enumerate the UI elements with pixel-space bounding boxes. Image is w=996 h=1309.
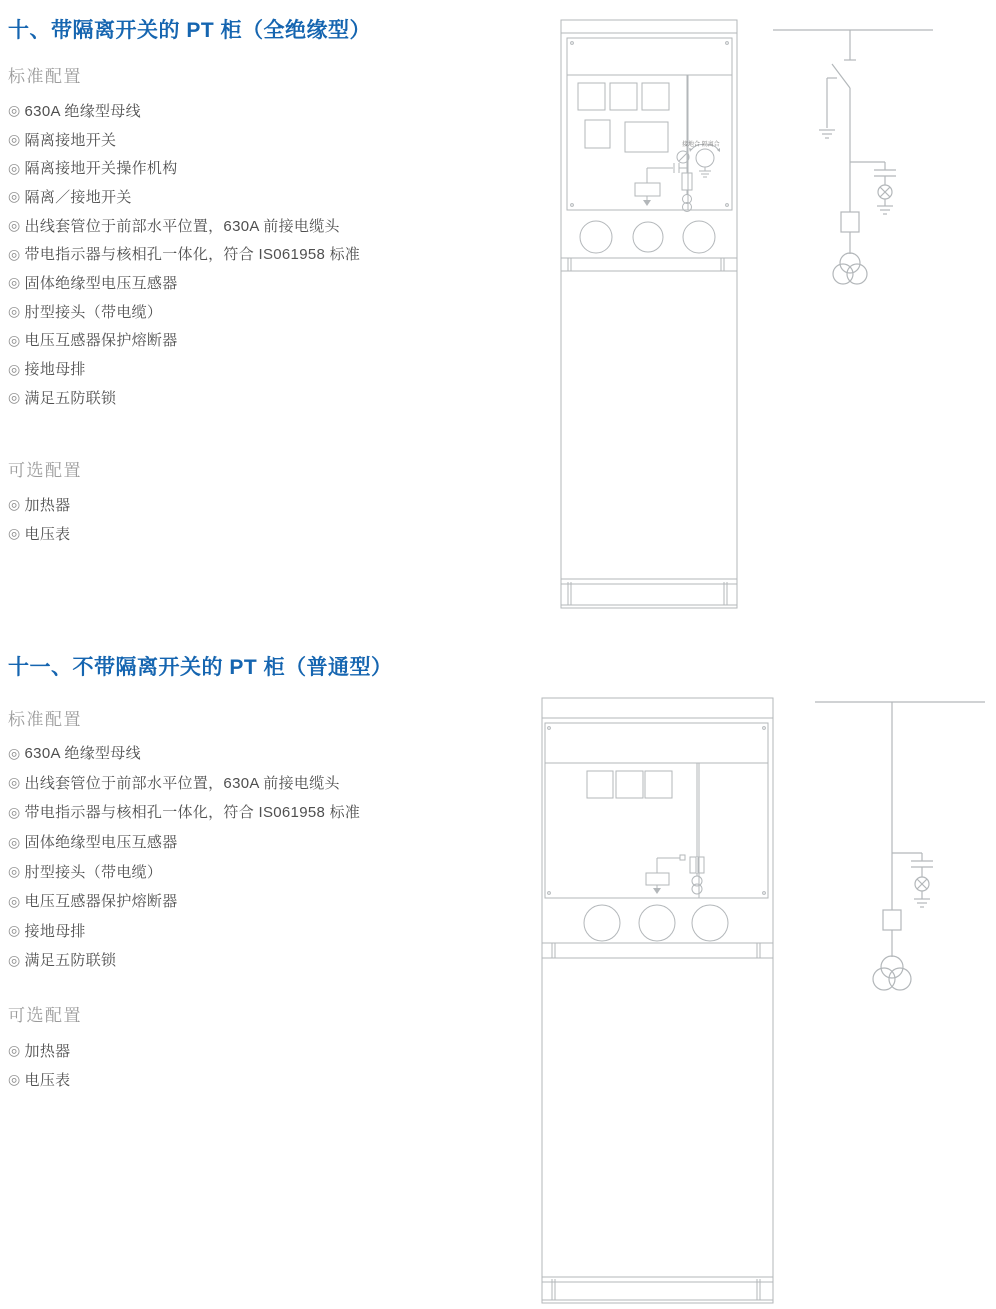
ring-bullet-icon: ◎ bbox=[8, 1042, 21, 1059]
section-11-optional-heading: 可选配置 bbox=[8, 1006, 82, 1025]
item-text: 加热器 bbox=[24, 1042, 71, 1060]
ring-bullet-icon: ◎ bbox=[8, 159, 21, 176]
ring-bullet-icon: ◎ bbox=[8, 389, 21, 406]
item-text: 电压互感器保护熔断器 bbox=[24, 332, 178, 350]
ring-bullet-icon: ◎ bbox=[8, 102, 21, 119]
section-10-optional-heading: 可选配置 bbox=[8, 461, 82, 480]
fuse bbox=[682, 173, 692, 190]
item-text: 接地母排 bbox=[24, 922, 86, 940]
ring-bullet-icon: ◎ bbox=[8, 217, 21, 234]
list-item bbox=[8, 153, 360, 182]
list-item bbox=[8, 297, 360, 326]
ring-bullet-icon: ◎ bbox=[8, 951, 21, 968]
ground-arrow-icon bbox=[653, 888, 661, 894]
middle-band bbox=[561, 258, 737, 271]
pt-fuse bbox=[841, 212, 859, 232]
voltage-transformer-symbol bbox=[833, 253, 867, 284]
ring-bullet-icon: ◎ bbox=[8, 863, 21, 880]
item-text: 隔离／接地开关 bbox=[24, 188, 132, 206]
ring-bullet-icon: ◎ bbox=[8, 131, 21, 148]
cabinet-body bbox=[542, 698, 773, 1303]
screw-icon bbox=[548, 727, 551, 730]
ring-bullet-icon: ◎ bbox=[8, 331, 21, 348]
ring-bullet-icon: ◎ bbox=[8, 744, 21, 761]
section-10-standard-list bbox=[8, 96, 360, 412]
cable-entry-holes bbox=[584, 905, 728, 941]
item-text: 接地母排 bbox=[24, 361, 86, 379]
cabinet-drawing-without-disconnector bbox=[538, 695, 778, 1307]
cabinet-front-view bbox=[538, 695, 778, 1307]
item-text: 出线套管位于前部水平位置，630A 前接电缆头 bbox=[24, 217, 340, 235]
item-text: 出线套管位于前部水平位置，630A 前接电缆头 bbox=[24, 774, 340, 792]
ring-bullet-icon: ◎ bbox=[8, 245, 21, 262]
list-item bbox=[8, 211, 360, 240]
section-11-optional-list bbox=[8, 1036, 70, 1093]
screw-icon bbox=[571, 42, 574, 45]
ring-bullet-icon: ◎ bbox=[8, 892, 21, 909]
list-item bbox=[8, 490, 70, 519]
screw-icon bbox=[726, 42, 729, 45]
disconnector-earthing-switch bbox=[819, 64, 850, 138]
item-text: 固体绝缘型电压互感器 bbox=[24, 834, 178, 852]
screw-icon bbox=[571, 204, 574, 207]
item-text: 电压表 bbox=[24, 1071, 71, 1089]
ring-bullet-icon: ◎ bbox=[8, 803, 21, 820]
list-item bbox=[8, 326, 360, 355]
item-text: 630A 绝缘型母线 bbox=[24, 102, 141, 120]
cabinet-base bbox=[561, 579, 737, 605]
middle-band bbox=[542, 943, 773, 958]
cable-entry-holes bbox=[580, 221, 715, 253]
rotary-switch bbox=[677, 145, 720, 177]
rotary-switch-label: 接地合 隔离合 bbox=[682, 142, 720, 148]
list-item bbox=[8, 738, 360, 768]
ring-bullet-icon: ◎ bbox=[8, 274, 21, 291]
item-text: 隔离接地开关操作机构 bbox=[24, 160, 178, 178]
capacitor-tap bbox=[680, 855, 685, 860]
ring-bullet-icon: ◎ bbox=[8, 303, 21, 320]
item-text: 肘型接头（带电缆） bbox=[24, 303, 163, 321]
cabinet-drawing-with-disconnector bbox=[558, 18, 740, 610]
viewing-windows bbox=[587, 771, 672, 798]
list-item bbox=[8, 96, 360, 125]
item-text: 满足五防联锁 bbox=[24, 389, 117, 407]
switch-blade bbox=[832, 64, 850, 88]
list-item bbox=[8, 945, 360, 975]
item-text: 加热器 bbox=[24, 496, 71, 514]
list-item bbox=[8, 797, 360, 827]
item-text: 带电指示器与核相孔一体化，符合 IS061958 标准 bbox=[24, 246, 361, 264]
section-11-title: 十一、不带隔离开关的 PT 柜（普通型） bbox=[8, 656, 393, 679]
screw-icon bbox=[763, 727, 766, 730]
list-item bbox=[8, 268, 360, 297]
list-item bbox=[8, 354, 360, 383]
item-text: 带电指示器与核相孔一体化，符合 IS061958 标准 bbox=[24, 804, 361, 822]
list-item bbox=[8, 519, 70, 548]
ground-arrow-icon bbox=[643, 200, 651, 206]
cabinet-front-view bbox=[558, 18, 740, 610]
ring-bullet-icon: ◎ bbox=[8, 833, 21, 850]
list-item bbox=[8, 916, 360, 946]
circuit-diagram bbox=[812, 695, 990, 995]
list-item bbox=[8, 856, 360, 886]
section-10-standard-heading: 标准配置 bbox=[8, 67, 82, 86]
list-item bbox=[8, 768, 360, 798]
item-text: 满足五防联锁 bbox=[24, 952, 117, 970]
list-item bbox=[8, 182, 360, 211]
screw-icon bbox=[548, 892, 551, 895]
front-panel bbox=[567, 38, 732, 210]
list-item bbox=[8, 125, 360, 154]
indicator-box bbox=[635, 183, 660, 196]
item-text: 电压表 bbox=[24, 525, 71, 543]
single-line-diagram-without-disconnector bbox=[812, 695, 990, 995]
ring-bullet-icon: ◎ bbox=[8, 360, 21, 377]
fuse-holder bbox=[690, 857, 696, 873]
screw-icon bbox=[763, 892, 766, 895]
cabinet-body bbox=[561, 20, 737, 608]
live-line-indicator-branch bbox=[850, 162, 896, 214]
ring-bullet-icon: ◎ bbox=[8, 525, 21, 542]
live-line-indicator-branch bbox=[892, 853, 933, 907]
ring-bullet-icon: ◎ bbox=[8, 496, 21, 513]
item-text: 肘型接头（带电缆） bbox=[24, 863, 163, 881]
list-item bbox=[8, 1036, 70, 1065]
section-11-standard-list bbox=[8, 738, 360, 975]
item-text: 固体绝缘型电压互感器 bbox=[24, 274, 178, 292]
ring-bullet-icon: ◎ bbox=[8, 922, 21, 939]
list-item bbox=[8, 827, 360, 857]
item-text: 630A 绝缘型母线 bbox=[24, 745, 141, 763]
pt-fuse bbox=[883, 910, 901, 930]
list-item bbox=[8, 1065, 70, 1094]
circuit-diagram bbox=[770, 20, 936, 295]
item-text: 电压互感器保护熔断器 bbox=[24, 893, 178, 911]
section-11-standard-heading: 标准配置 bbox=[8, 710, 82, 729]
list-item bbox=[8, 239, 360, 268]
ring-bullet-icon: ◎ bbox=[8, 774, 21, 791]
pt-circuit-detail bbox=[646, 763, 704, 894]
list-item bbox=[8, 886, 360, 916]
ring-bullet-icon: ◎ bbox=[8, 1071, 21, 1088]
section-10-optional-list bbox=[8, 490, 70, 547]
cabinet-base bbox=[542, 1277, 773, 1300]
viewing-windows bbox=[578, 83, 669, 152]
list-item bbox=[8, 383, 360, 412]
single-line-diagram-with-disconnector bbox=[770, 20, 936, 295]
item-text: 隔离接地开关 bbox=[24, 131, 117, 149]
voltage-transformer-symbol bbox=[873, 956, 911, 990]
indicator-box bbox=[646, 873, 669, 885]
section-10-title: 十、带隔离开关的 PT 柜（全绝缘型） bbox=[8, 19, 372, 42]
ring-bullet-icon: ◎ bbox=[8, 188, 21, 205]
screw-icon bbox=[726, 204, 729, 207]
